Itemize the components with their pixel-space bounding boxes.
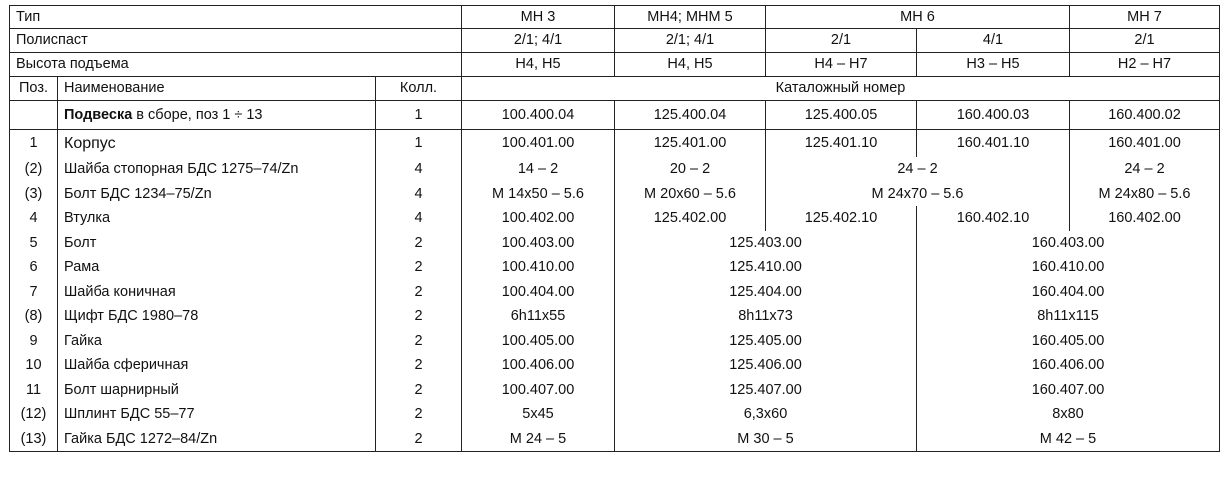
assembly-c3: 125.400.05 — [766, 101, 917, 130]
row-qty: 2 — [376, 231, 462, 256]
row-c1: 100.404.00 — [462, 280, 615, 305]
row-name: Гайка — [58, 329, 376, 354]
row-c1: 100.407.00 — [462, 378, 615, 403]
row-name: Щифт БДС 1980–78 — [58, 304, 376, 329]
row-mid: 8h11x73 — [615, 304, 917, 329]
row-pos: 1 — [29, 135, 38, 152]
row-qty: 4 — [376, 206, 462, 231]
table-row — [10, 329, 1220, 354]
row-qty: 2 — [376, 378, 462, 403]
row-right: 160.407.00 — [917, 378, 1220, 403]
row-pos: 9 — [29, 332, 38, 349]
assembly-pos — [10, 101, 58, 130]
assembly-name — [58, 101, 376, 130]
row-name: Шплинт БДС 55–77 — [58, 402, 376, 427]
row-right: 160.404.00 — [917, 280, 1220, 305]
col-catalog-header: Каталожный номер — [462, 77, 1220, 101]
assembly-row — [10, 101, 1220, 130]
row-c4: 160.401.10 — [917, 130, 1070, 158]
row-qty: 4 — [376, 157, 462, 182]
header-row-height — [10, 53, 1220, 77]
header-row-polispast — [10, 29, 1220, 53]
row-mid: 125.407.00 — [615, 378, 917, 403]
row-c1: 100.405.00 — [462, 329, 615, 354]
row-mid: 125.406.00 — [615, 353, 917, 378]
row-qty: 2 — [376, 280, 462, 305]
column-header-row — [10, 77, 1220, 101]
polispast-mn6a: 2/1 — [766, 29, 917, 53]
row-qty: 1 — [376, 130, 462, 158]
table-row — [10, 157, 1220, 182]
polispast-mn4: 2/1; 4/1 — [615, 29, 766, 53]
row-c5: 24 – 2 — [1070, 157, 1220, 182]
polispast-mn7: 2/1 — [1070, 29, 1220, 53]
row-pos: 10 — [25, 357, 42, 373]
row-name: Шайба сферичная — [58, 353, 376, 378]
row-right: 8x80 — [917, 402, 1220, 427]
row-c3: 125.402.10 — [766, 206, 917, 231]
row-right: 160.406.00 — [917, 353, 1220, 378]
height-mn6a: Н4 – Н7 — [766, 53, 917, 77]
row-pos: (13) — [20, 430, 47, 447]
row-c2: 20 – 2 — [615, 157, 766, 182]
table-row — [10, 182, 1220, 207]
row-pos: 4 — [29, 210, 38, 226]
assembly-c4: 160.400.03 — [917, 101, 1070, 130]
row-pos: 6 — [29, 259, 38, 275]
row-c1: 5x45 — [462, 402, 615, 427]
row-qty: 4 — [376, 182, 462, 207]
row-pos: (12) — [20, 406, 47, 422]
height-mn3: Н4, Н5 — [462, 53, 615, 77]
height-mn6b: Н3 – Н5 — [917, 53, 1070, 77]
row-right: 8h11x115 — [917, 304, 1220, 329]
row-c5: 160.401.00 — [1070, 130, 1220, 158]
type-label: Тип — [16, 8, 41, 25]
row-c2: 125.401.00 — [615, 130, 766, 158]
assembly-name-bold: Подвеска — [64, 106, 133, 123]
row-pos: (8) — [24, 308, 43, 324]
table-row — [10, 130, 1220, 158]
row-name: Болт БДС 1234–75/Zn — [58, 182, 376, 207]
row-pos: 5 — [29, 234, 38, 251]
table-row — [10, 280, 1220, 305]
row-name: Рама — [58, 255, 376, 280]
type-mn3: МН 3 — [462, 6, 615, 29]
table-row — [10, 206, 1220, 231]
row-c1: 100.401.00 — [462, 130, 615, 158]
row-c1: 100.406.00 — [462, 353, 615, 378]
assembly-c5: 160.400.02 — [1070, 101, 1220, 130]
polispast-label: Полиспаст — [16, 32, 88, 49]
header-row-type — [10, 6, 1220, 29]
table-row — [10, 402, 1220, 427]
row-c1: 14 – 2 — [462, 157, 615, 182]
height-label: Высота подъема — [16, 56, 129, 73]
polispast-mn6b: 4/1 — [917, 29, 1070, 53]
type-mn7: МН 7 — [1070, 6, 1220, 29]
row-right: М 42 – 5 — [917, 427, 1220, 452]
row-c1: 100.403.00 — [462, 231, 615, 256]
polispast-mn3: 2/1; 4/1 — [462, 29, 615, 53]
row-c34: 24 – 2 — [766, 157, 1070, 182]
row-c3: 125.401.10 — [766, 130, 917, 158]
row-right: 160.410.00 — [917, 255, 1220, 280]
height-mn7: Н2 – Н7 — [1070, 53, 1220, 77]
row-name: Болт шарнирный — [58, 378, 376, 403]
table-row — [10, 304, 1220, 329]
assembly-c1: 100.400.04 — [462, 101, 615, 130]
row-right: 160.405.00 — [917, 329, 1220, 354]
row-qty: 2 — [376, 353, 462, 378]
row-c4: 160.402.10 — [917, 206, 1070, 231]
row-c1: М 14x50 – 5.6 — [462, 182, 615, 207]
col-qty-header: Колл. — [376, 77, 462, 101]
row-mid: 125.403.00 — [615, 231, 917, 256]
row-name: Втулка — [58, 206, 376, 231]
row-right: 160.403.00 — [917, 231, 1220, 256]
row-mid: М 30 – 5 — [615, 427, 917, 452]
row-qty: 2 — [376, 304, 462, 329]
row-mid: 125.410.00 — [615, 255, 917, 280]
row-c1: 6h11x55 — [462, 304, 615, 329]
table-row — [10, 427, 1220, 452]
row-c1: М 24 – 5 — [462, 427, 615, 452]
type-mn4: МН4; МНМ 5 — [615, 6, 766, 29]
table-row — [10, 353, 1220, 378]
row-name: Корпус — [58, 130, 376, 158]
row-name: Болт — [58, 231, 376, 256]
row-mid: 125.404.00 — [615, 280, 917, 305]
row-mid: 125.405.00 — [615, 329, 917, 354]
row-pos: (2) — [24, 161, 43, 177]
parts-spec-table — [9, 5, 1220, 452]
type-mn6: МН 6 — [766, 6, 1070, 29]
height-mn4: Н4, Н5 — [615, 53, 766, 77]
row-name: Шайба коничная — [58, 280, 376, 305]
row-c1: 100.402.00 — [462, 206, 615, 231]
row-qty: 2 — [376, 427, 462, 452]
row-qty: 2 — [376, 255, 462, 280]
row-c2: 125.402.00 — [615, 206, 766, 231]
row-name: Гайка БДС 1272–84/Zn — [58, 427, 376, 452]
row-qty: 2 — [376, 329, 462, 354]
row-name: Шайба стопорная БДС 1275–74/Zn — [58, 157, 376, 182]
row-qty: 2 — [376, 402, 462, 427]
table-row — [10, 231, 1220, 256]
row-c1: 100.410.00 — [462, 255, 615, 280]
row-pos: 7 — [29, 283, 38, 300]
table-row — [10, 255, 1220, 280]
table-row — [10, 378, 1220, 403]
col-pos-header: Поз. — [10, 77, 58, 101]
assembly-c2: 125.400.04 — [615, 101, 766, 130]
row-pos: 11 — [25, 381, 42, 398]
col-name-header: Наименование — [58, 77, 376, 101]
row-pos: (3) — [24, 185, 43, 202]
assembly-name-rest: в сборе, поз 1 ÷ 13 — [132, 106, 263, 123]
row-c5: 160.402.00 — [1070, 206, 1220, 231]
row-c2: М 20x60 – 5.6 — [615, 182, 766, 207]
row-c34: М 24x70 – 5.6 — [766, 182, 1070, 207]
row-mid: 6,3x60 — [615, 402, 917, 427]
row-c5: М 24x80 – 5.6 — [1070, 182, 1220, 207]
assembly-qty: 1 — [376, 101, 462, 130]
